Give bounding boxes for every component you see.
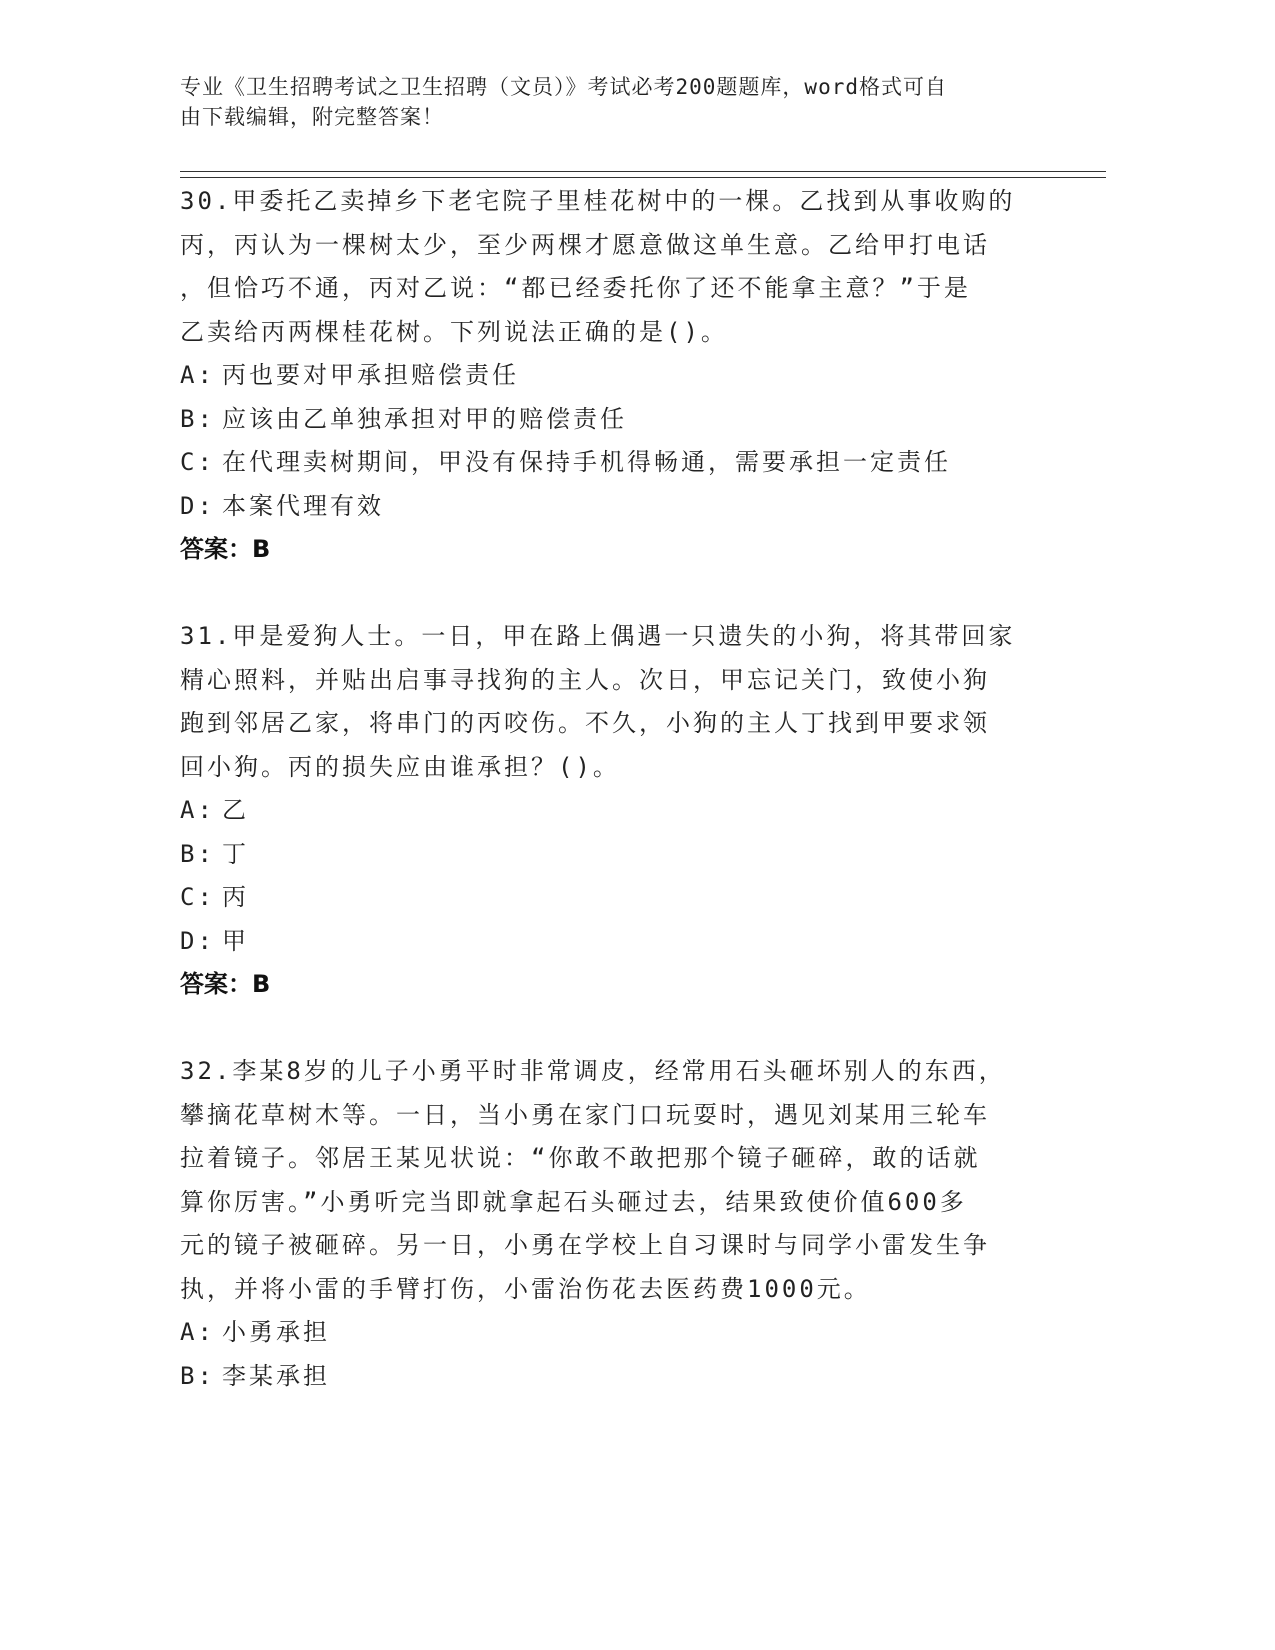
option-a xyxy=(180,354,1060,398)
option-a xyxy=(180,1311,1060,1355)
option-label: A: xyxy=(180,1318,215,1346)
option-text: 丙也要对甲承担赔偿责任 xyxy=(222,361,519,389)
option-text: 在代理卖树期间，甲没有保持手机得畅通，需要承担一定责任 xyxy=(222,448,951,476)
option-text: 丁 xyxy=(222,839,249,868)
option-a xyxy=(180,789,1060,833)
option-label: A: xyxy=(180,796,215,824)
document-header xyxy=(180,72,1060,132)
header-divider-bottom xyxy=(180,177,1106,178)
option-label: C: xyxy=(180,448,215,476)
option-text: 本案代理有效 xyxy=(222,491,384,520)
answer-line: 答案：B xyxy=(180,535,271,563)
question-stem-line: 30.甲委托乙卖掉乡下老宅院子里桂花树中的一棵。乙找到从事收购的 xyxy=(180,187,1016,215)
question-stem-line: 回小狗。丙的损失应由谁承担？()。 xyxy=(180,752,620,781)
option-label: B: xyxy=(180,404,215,433)
question-stem-line: 32.李某8岁的儿子小勇平时非常调皮，经常用石头砸坏别人的东西， xyxy=(180,1057,1006,1085)
option-b xyxy=(180,1355,1060,1399)
option-c xyxy=(180,441,1060,485)
option-text: 乙 xyxy=(222,796,249,824)
header-divider-top xyxy=(180,171,1106,172)
question-stem-line: 攀摘花草树木等。一日，当小勇在家门口玩耍时，遇见刘某用三轮车 xyxy=(180,1100,990,1129)
option-label: D: xyxy=(180,491,215,520)
header-line-2: 由下载编辑，附完整答案！ xyxy=(180,105,444,129)
option-b xyxy=(180,833,1060,877)
question-stem-line: 丙，丙认为一棵树太少，至少两棵才愿意做这单生意。乙给甲打电话 xyxy=(180,230,990,259)
option-d xyxy=(180,920,1060,964)
question-stem-line: 精心照料，并贴出启事寻找狗的主人。次日，甲忘记关门，致使小狗 xyxy=(180,665,990,694)
question-30 xyxy=(180,180,1060,572)
option-text: 应该由乙单独承担对甲的赔偿责任 xyxy=(222,404,627,433)
question-stem-line: 乙卖给丙两棵桂花树。下列说法正确的是()。 xyxy=(180,317,728,346)
option-label: B: xyxy=(180,839,215,868)
answer-line: 答案：B xyxy=(180,970,271,998)
option-text: 甲 xyxy=(222,926,249,955)
question-31 xyxy=(180,615,1060,1007)
option-text: 李某承担 xyxy=(222,1361,330,1390)
question-32 xyxy=(180,1050,1060,1398)
option-text: 丙 xyxy=(222,883,249,911)
header-line-1: 专业《卫生招聘考试之卫生招聘（文员）》考试必考200题题库，word格式可自 xyxy=(180,75,947,99)
question-stem-line: 执，并将小雷的手臂打伤，小雷治伤花去医药费1000元。 xyxy=(180,1274,871,1303)
option-label: A: xyxy=(180,361,215,389)
option-c xyxy=(180,876,1060,920)
option-label: D: xyxy=(180,926,215,955)
question-stem-line: 31.甲是爱狗人士。一日，甲在路上偶遇一只遗失的小狗，将其带回家 xyxy=(180,622,1016,650)
option-d xyxy=(180,485,1060,529)
question-stem-line: 拉着镜子。邻居王某见状说：“你敢不敢把那个镜子砸碎，敢的话就 xyxy=(180,1144,981,1172)
option-label: C: xyxy=(180,883,215,911)
option-text: 小勇承担 xyxy=(222,1318,330,1346)
question-stem-line: 算你厉害。”小勇听完当即就拿起石头砸过去，结果致使价值600多 xyxy=(180,1187,967,1216)
question-stem-line: ，但恰巧不通，丙对乙说：“都已经委托你了还不能拿主意？”于是 xyxy=(180,274,971,302)
question-stem-line: 跑到邻居乙家，将串门的丙咬伤。不久，小狗的主人丁找到甲要求领 xyxy=(180,709,990,737)
option-label: B: xyxy=(180,1361,215,1390)
question-stem-line: 元的镜子被砸碎。另一日，小勇在学校上自习课时与同学小雷发生争 xyxy=(180,1231,990,1259)
option-b xyxy=(180,398,1060,442)
